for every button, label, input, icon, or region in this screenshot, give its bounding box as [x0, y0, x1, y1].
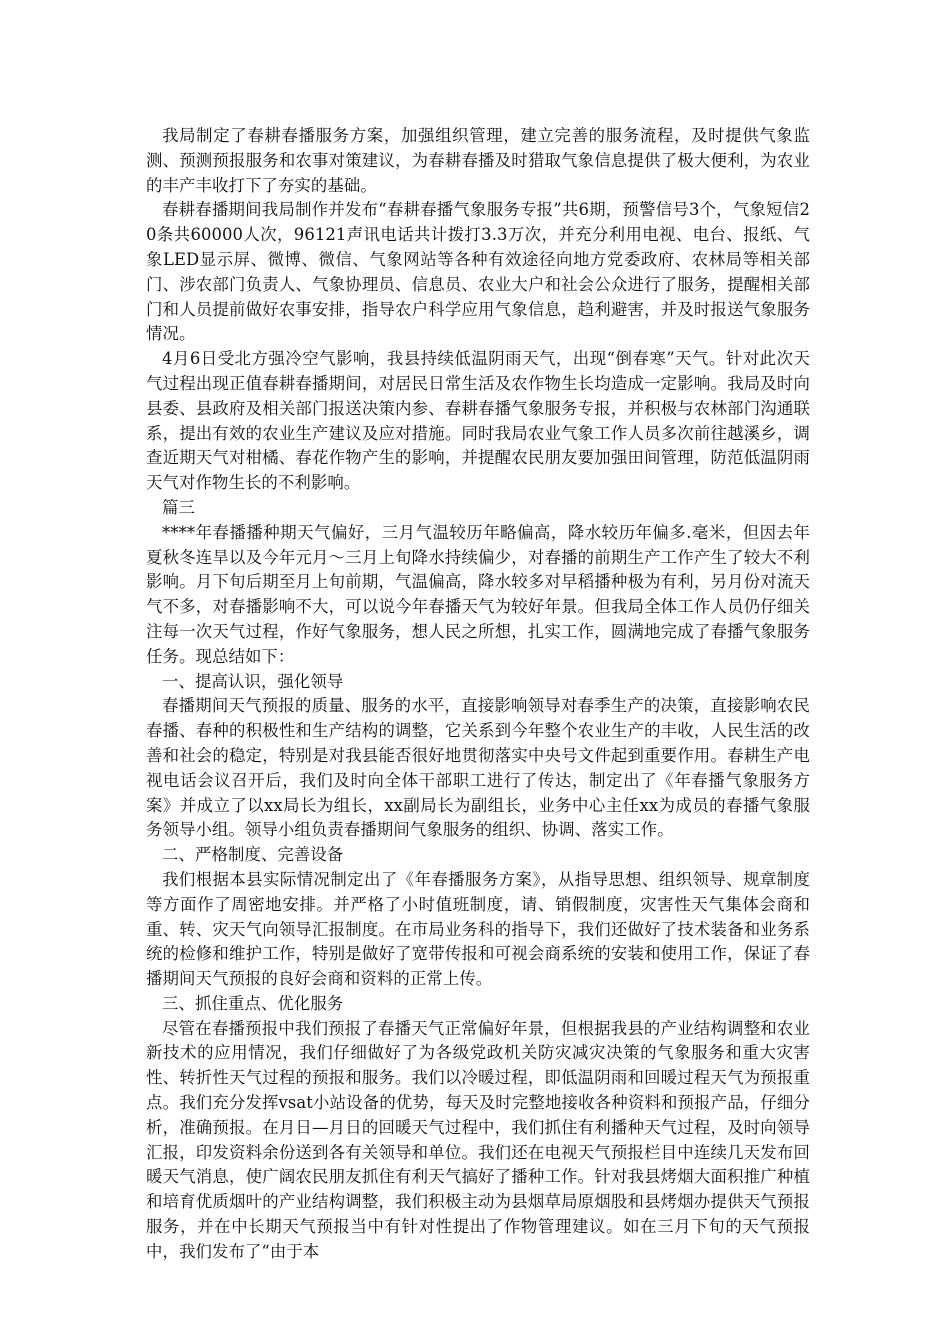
heading-raise-awareness: 一、提高认识，强化领导 [162, 671, 344, 691]
paragraph-spring-summary: ****年春播播种期天气偏好，三月气温较历年略偏高，降水较历年偏多.毫米，但因去年夏秋冬连旱以及今年元月～三月上旬降水持续偏少，对春播的前期生产工作产生了较大不利影响。月下旬后期至月上旬前期，气温偏高，降水较多对早稻播种极为有利，另月份对流天气不多，对春播影响不大，可以说今年春播天气为较好年景。但我局全体工作人员仍仔细关注每一次天气过程，作好气象服务，想人民之所想，扎实工作，圆满地完成了春播气象服务任务。现总结如下： [146, 522, 810, 666]
heading-strict-system: 二、严格制度、完善设备 [162, 845, 344, 865]
paragraph-system-equipment: 我们根据本县实际情况制定出了《年春播服务方案》，从指导思想、组织领导、规章制度等方面作了周密地安排。并严格了小时值班制度，请、销假制度，灾害性天气集体会商和重、转、灾天气向领导汇报制度。在市局业务科的指导下，我们还做好了技术装备和业务系统的检修和维护工作，特别是做好了宽带传报和可视会商系统的安装和使用工作，保证了春播期间天气预报的良好会商和资料的正常上传。 [146, 869, 810, 989]
section-title-part-three: 篇三 [162, 497, 195, 517]
paragraph-leadership: 春播期间天气预报的质量、服务的水平，直接影响领导对春季生产的决策，直接影响农民春播、春种的积极性和生产结构的调整，它关系到今年整个农业生产的丰收，人民生活的改善和社会的稳定，特别是对我县能否很好地贯彻落实中央号文件起到重要作用。春耕生产电视电话会议召开后，我们及时向全体干部职工进行了传达，制定出了《年春播气象服务方案》并成立了以xx局长为组长，xx副局长为副组长，业务中心主任xx为成员的春播气象服务领导小组。领导小组负责春播期间气象服务的组织、协调、落实工作。 [146, 696, 810, 840]
paragraph-service-plan: 我局制定了春耕春播服务方案，加强组织管理，建立完善的服务流程，及时提供气象监测、预测预报服务和农事对策建议，为春耕春播及时猎取气象信息提供了极大便利，为农业的丰产丰收打下了夯实的基础。 [146, 126, 810, 195]
paragraph-optimize-service: 尽管在春播预报中我们预报了春播天气正常偏好年景，但根据我县的产业结构调整和农业新技术的应用情况，我们仔细做好了为各级党政机关防灾减灾决策的气象服务和重大灾害性、转折性天气过程的预报和服务。我们以冷暖过程，即低温阴雨和回暖过程天气为预报重点。我们充分发挥vsat小站设备的优势，每天及时完整地接收各种资料和预报产品，仔细分析，准确预报。在月日—月日的回暖天气过程中，我们抓住有利播种天气过程，及时向领导汇报，印发资料余份送到各有关领导和单位。我们还在电视天气预报栏目中连续几天发布回暖天气消息，使广阔农民朋友抓住有利天气搞好了播种工作。针对我县烤烟大面积推广种植和培育优质烟叶的产业结构调整，我们积极主动为县烟草局原烟股和县烤烟办提供天气预报服务，并在中长期天气预报当中有针对性提出了作物管理建议。如在三月下旬的天气预报中，我们发布了“由于本 [146, 1018, 810, 1261]
document-body [146, 124, 810, 1265]
paragraph-special-reports: 春耕春播期间我局制作并发布“春耕春播气象服务专报”共6期，预警信号3个，气象短信20条共60000人次，96121声讯电话共计拨打3.3万次，并充分利用电视、电台、报纸、气象LED显示屏、微博、微信、气象网站等各种有效途径向地方党委政府、农林局等相关部门、涉农部门负责人、气象协理员、信息员、农业大户和社会公众进行了服务，提醒相关部门和人员提前做好农事安排，指导农户科学应用气象信息，趋利避害，并及时报送气象服务情况。 [146, 200, 810, 344]
paragraph-cold-weather: 4月6日受北方强冷空气影响，我县持续低温阴雨天气，出现“倒春寒”天气。针对此次天气过程出现正值春耕春播期间，对居民日常生活及农作物生长均造成一定影响。我局及时向县委、县政府及相关部门报送决策内参、春耕春播气象服务专报，并积极与农林部门沟通联系，提出有效的农业生产建议及应对措施。同时我局农业气象工作人员多次前往越溪乡，调查近期天气对柑橘、春花作物产生的影响，并提醒农民朋友要加强田间管理，防范低温阴雨天气对作物生长的不利影响。 [146, 349, 810, 493]
heading-key-points: 三、抓住重点、优化服务 [162, 993, 344, 1013]
